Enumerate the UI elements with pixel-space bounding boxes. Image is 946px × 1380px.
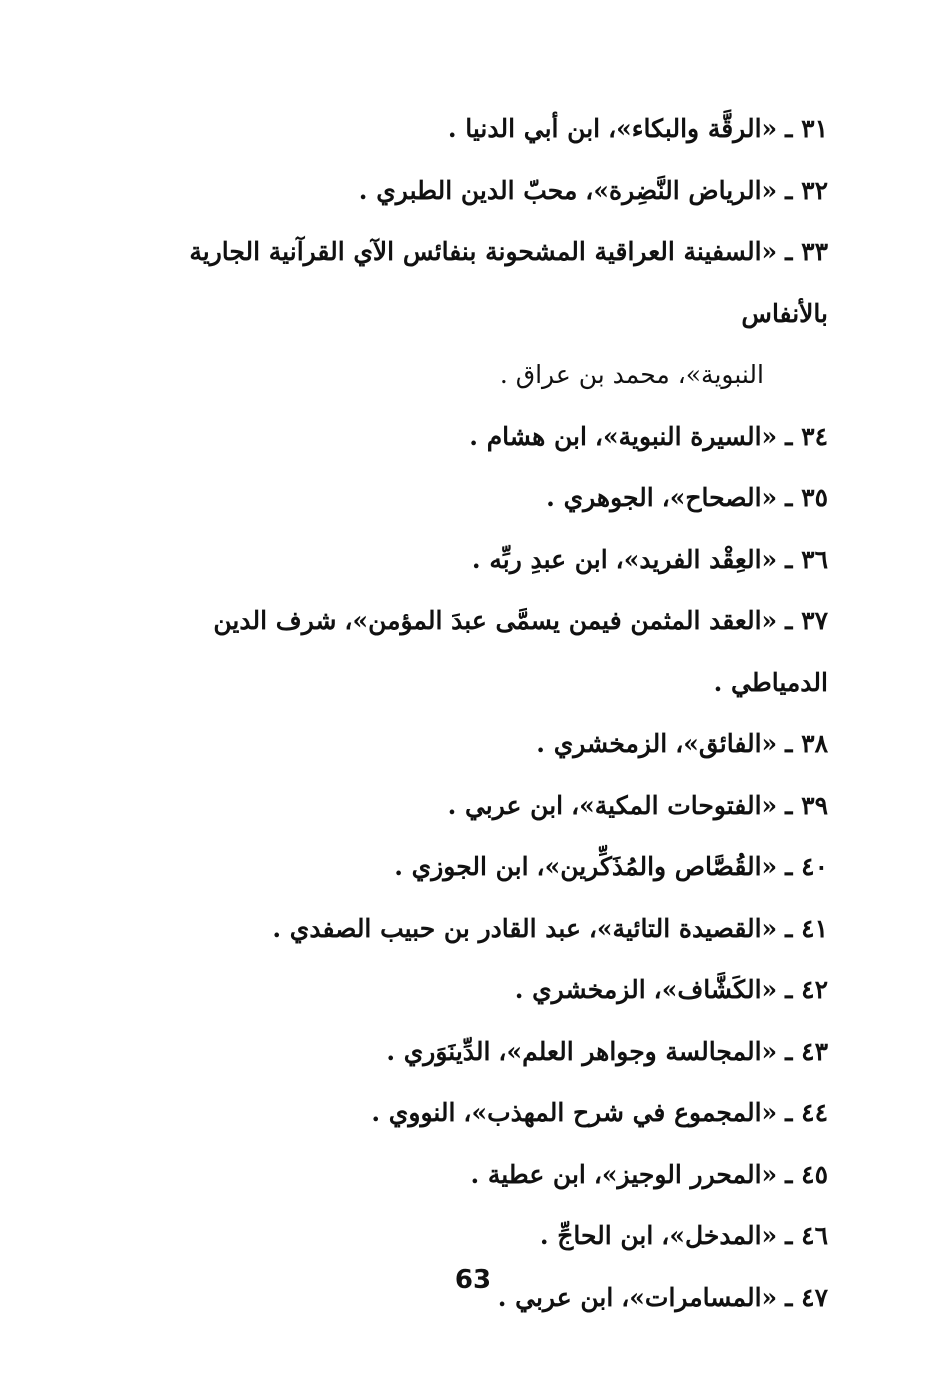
entry-number: ٤٤ ـ xyxy=(785,1098,828,1127)
list-item xyxy=(113,1144,828,1206)
entry-number: ٤٥ ـ xyxy=(785,1159,828,1189)
entry-title: «السفينة العراقية المشحونة بنفائس الآي القرآنية الجارية بالأنفاس xyxy=(189,237,828,328)
list-item xyxy=(113,160,828,222)
entry-number: ٣٩ ـ xyxy=(785,790,828,820)
list-item xyxy=(113,221,828,406)
list-item xyxy=(113,406,828,468)
entry-title: «الكَشَّاف»، xyxy=(653,975,778,1004)
entry-title: «الرياض النَّضِرة»، xyxy=(585,175,778,205)
entry-title: «الفتوحات المكية»، xyxy=(571,790,778,820)
entry-author: ابن هشام . xyxy=(469,421,587,451)
list-item xyxy=(113,775,828,837)
list-item xyxy=(113,1082,828,1144)
list-item xyxy=(113,713,828,775)
entry-number: ٣٨ ـ xyxy=(785,729,828,758)
entry-author: النووي . xyxy=(371,1098,456,1127)
entry-title: «المجالسة وجواهر العلم»، xyxy=(498,1036,778,1066)
entry-number: ٣٧ ـ xyxy=(785,606,828,635)
entry-title: «المجموع في شرح المهذب»، xyxy=(463,1098,778,1127)
entry-author: عبد القادر بن حبيب الصفدي . xyxy=(272,913,581,943)
entry-author: الزمخشري . xyxy=(536,729,668,758)
entry-author: ابن أبي الدنيا . xyxy=(447,114,601,143)
entry-author: الزمخشري . xyxy=(514,975,646,1004)
entry-number: ٣٤ ـ xyxy=(785,421,828,451)
entry-author: الدِّينَوَري . xyxy=(386,1036,491,1066)
entry-title: «المدخل»، xyxy=(661,1221,778,1250)
entry-author: ابن عبدِ ربِّه . xyxy=(471,544,608,574)
list-item xyxy=(113,529,828,591)
entry-number: ٣٣ ـ xyxy=(785,237,828,266)
entry-number: ٣٢ ـ xyxy=(785,175,828,205)
list-item xyxy=(113,836,828,898)
entry-author: شرف الدين الدمياطي . xyxy=(213,606,828,697)
entry-author: ابن الحاجِّ . xyxy=(539,1221,654,1250)
entry-author: ابن عربي . xyxy=(497,1282,614,1312)
entry-number: ٤٣ ـ xyxy=(785,1036,828,1066)
entry-author: محبّ الدين الطبري . xyxy=(358,175,578,205)
entry-number: ٤٢ ـ xyxy=(785,975,828,1004)
entry-continuation: النبوية»، محمد بن عراق . xyxy=(499,360,764,389)
entry-title: «القصيدة التائية»، xyxy=(588,913,778,943)
entry-author: الجوهري . xyxy=(546,483,654,512)
list-item xyxy=(113,1205,828,1267)
bibliography-list xyxy=(113,98,828,1328)
entry-number: ٣٦ ـ xyxy=(785,544,828,574)
entry-title: «العقد المثمن فيمن يسمَّى عبدَ المؤمن»، xyxy=(344,606,778,635)
entry-title: «السيرة النبوية»، xyxy=(594,421,778,451)
entry-title: «العِقْد الفريد»، xyxy=(615,544,778,574)
entry-number: ٤١ ـ xyxy=(785,913,828,943)
list-item xyxy=(113,467,828,529)
entry-author: ابن عطية . xyxy=(470,1159,586,1189)
list-item xyxy=(113,98,828,160)
entry-number: ٤٧ ـ xyxy=(785,1282,828,1312)
list-item xyxy=(113,959,828,1021)
list-item xyxy=(113,590,828,713)
entry-title: «القُصَّاص والمُذَكِّرين»، xyxy=(536,852,778,881)
list-item xyxy=(113,1021,828,1083)
entry-number: ٣٥ ـ xyxy=(785,483,828,512)
entry-title: «الصحاح»، xyxy=(661,483,778,512)
entry-title: «الرقَّة والبكاء»، xyxy=(608,114,778,143)
entry-author: ابن الجوزي . xyxy=(394,852,529,881)
entry-title: «المحرر الوجيز»، xyxy=(593,1159,778,1189)
list-item xyxy=(113,898,828,960)
entry-title: «المسامرات»، xyxy=(621,1282,778,1312)
entry-author: ابن عربي . xyxy=(447,790,564,820)
entry-title: «الفائق»، xyxy=(675,729,778,758)
entry-number: ٤٦ ـ xyxy=(785,1221,828,1250)
entry-number: ٣١ ـ xyxy=(785,114,828,143)
entry-number: ٤٠ ـ xyxy=(785,852,828,881)
page-number: 63 xyxy=(454,1265,492,1295)
